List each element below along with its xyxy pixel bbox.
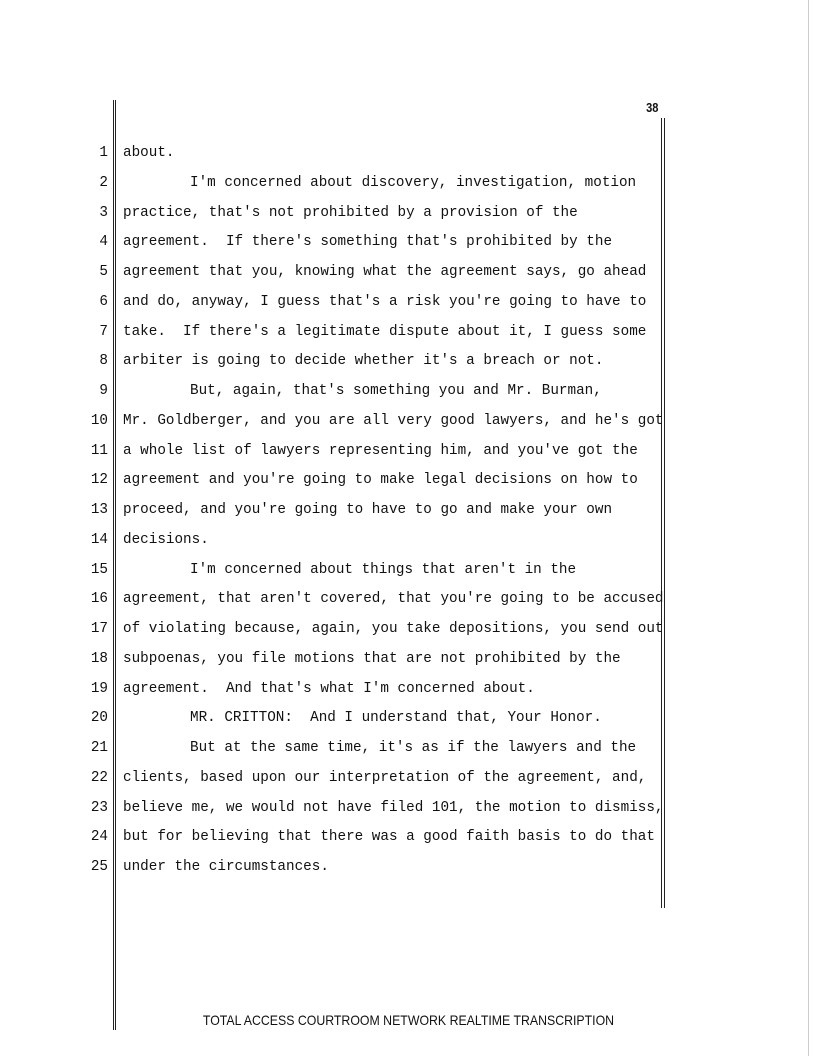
line-text: agreement and you're going to make legal decisions on how to bbox=[123, 472, 638, 489]
line-number: 13 bbox=[90, 502, 108, 518]
transcript-line bbox=[0, 681, 700, 701]
line-text: agreement. If there's something that's prohibited by the bbox=[123, 234, 613, 251]
line-text: agreement. And that's what I'm concerned about. bbox=[123, 680, 535, 697]
line-number: 10 bbox=[90, 412, 108, 429]
line-number: 23 bbox=[90, 799, 108, 816]
line-number: 6 bbox=[99, 293, 108, 310]
line-text: believe me, we would not have filed 101, the motion to dismiss, bbox=[123, 799, 664, 816]
line-text: subpoenas, you file motions that are not prohibited by the bbox=[123, 650, 621, 667]
line-number: 17 bbox=[90, 621, 108, 637]
line-number: 19 bbox=[90, 680, 108, 697]
line-number: 21 bbox=[90, 740, 108, 756]
line-number: 5 bbox=[99, 264, 108, 280]
transcript-line bbox=[0, 562, 700, 582]
line-number: 15 bbox=[90, 561, 108, 578]
transcript-line bbox=[0, 859, 700, 879]
line-number: 24 bbox=[90, 829, 108, 846]
line-number: 14 bbox=[90, 531, 108, 548]
line-text: arbiter is going to decide whether it's a breach or not. bbox=[123, 353, 604, 370]
transcript-line bbox=[0, 591, 700, 611]
line-text: Mr. Goldberger, and you are all very good lawyers, and he's got bbox=[123, 412, 664, 429]
transcript-line bbox=[0, 353, 700, 373]
transcript-line bbox=[0, 264, 700, 284]
line-number: 7 bbox=[99, 323, 108, 340]
line-text: practice, that's not prohibited by a provision of the bbox=[123, 204, 578, 221]
transcript-line bbox=[0, 175, 700, 195]
page-number: 38 bbox=[646, 100, 659, 115]
transcript-line bbox=[0, 800, 700, 820]
line-text: MR. CRITTON: And I understand that, Your Honor. bbox=[190, 710, 602, 727]
line-text: agreement, that aren't covered, that you're going to be accused bbox=[123, 591, 664, 608]
transcript-line bbox=[0, 294, 700, 314]
line-text: clients, based upon our interpretation of the agreement, and, bbox=[123, 769, 647, 786]
transcript-line bbox=[0, 324, 700, 344]
transcript-line bbox=[0, 383, 700, 403]
line-text: but for believing that there was a good faith basis to do that bbox=[123, 829, 655, 846]
transcript-line bbox=[0, 770, 700, 790]
line-text: But at the same time, it's as if the lawyers and the bbox=[190, 740, 637, 756]
transcript-line bbox=[0, 710, 700, 730]
line-number: 3 bbox=[99, 204, 108, 221]
transcript-line bbox=[0, 621, 700, 641]
line-number: 4 bbox=[99, 234, 108, 251]
line-text: and do, anyway, I guess that's a risk you're going to have to bbox=[123, 293, 647, 310]
line-text: under the circumstances. bbox=[123, 859, 329, 875]
transcript-line bbox=[0, 651, 700, 671]
line-number: 9 bbox=[99, 383, 108, 399]
line-text: But, again, that's something you and Mr. Burman, bbox=[190, 383, 602, 399]
line-number: 8 bbox=[99, 353, 108, 370]
transcript-line bbox=[0, 205, 700, 225]
transcript-line bbox=[0, 145, 700, 165]
line-text: proceed, and you're going to have to go and make your own bbox=[123, 502, 613, 518]
line-number: 12 bbox=[90, 472, 108, 489]
transcript-line bbox=[0, 829, 700, 849]
transcript-line bbox=[0, 443, 700, 463]
transcript-line bbox=[0, 502, 700, 522]
transcript-line bbox=[0, 234, 700, 254]
line-number: 16 bbox=[90, 591, 108, 608]
line-number: 20 bbox=[90, 710, 108, 727]
transcript-line bbox=[0, 532, 700, 552]
line-text: I'm concerned about discovery, investigation, motion bbox=[190, 174, 637, 191]
transcript-line bbox=[0, 472, 700, 492]
line-text: agreement that you, knowing what the agreement says, go ahead bbox=[123, 264, 647, 280]
line-number: 1 bbox=[99, 145, 108, 161]
footer: TOTAL ACCESS COURTROOM NETWORK REALTIME TRANSCRIPTION bbox=[202, 1012, 615, 1028]
transcript-line bbox=[0, 740, 700, 760]
line-text: decisions. bbox=[123, 531, 209, 548]
line-text: take. If there's a legitimate dispute about it, I guess some bbox=[123, 323, 647, 340]
line-text: a whole list of lawyers representing him, and you've got the bbox=[123, 442, 638, 459]
scan-edge bbox=[808, 0, 809, 1056]
line-text: about. bbox=[123, 145, 175, 161]
line-number: 25 bbox=[90, 859, 108, 875]
line-number: 11 bbox=[90, 442, 108, 459]
line-number: 22 bbox=[90, 769, 108, 786]
line-number: 18 bbox=[90, 650, 108, 667]
line-number: 2 bbox=[99, 174, 108, 191]
line-text: I'm concerned about things that aren't in the bbox=[190, 561, 577, 578]
transcript-line bbox=[0, 413, 700, 433]
line-text: of violating because, again, you take depositions, you send out bbox=[123, 621, 664, 637]
